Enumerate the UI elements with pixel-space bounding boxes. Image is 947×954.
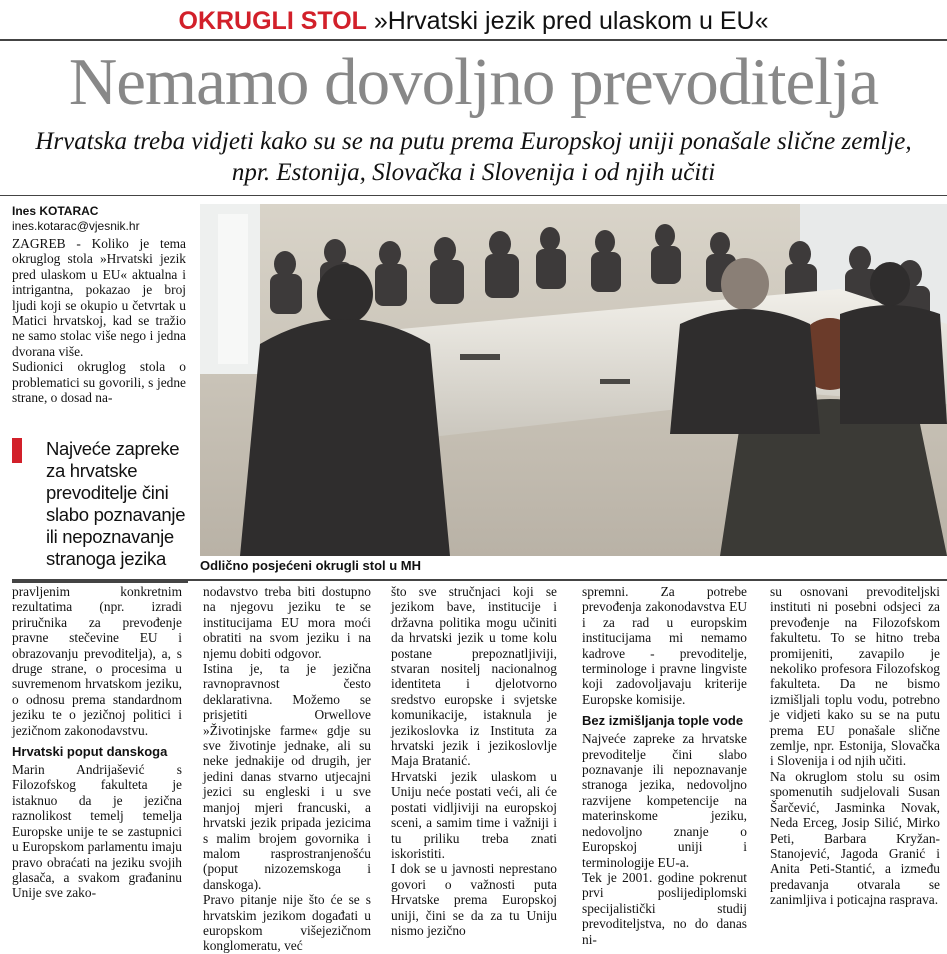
- byline: [12, 204, 140, 234]
- column-4: [582, 584, 747, 947]
- paragraph: Hrvatski jezik ulaskom u Uniju neće postati veći, ali će postati vidljiviji na europskoj sceni, a samim time i važniji i tu priliku treba znati iskoristiti.: [391, 768, 557, 861]
- paragraph: Pravo pitanje nije što će se s hrvatskim jezikom događati u europskom višejezičnom konglomeratu, već: [203, 892, 371, 954]
- topic-label: »Hrvatski jezik pred ulaskom u EU«: [373, 7, 769, 35]
- column-3: [391, 584, 557, 938]
- red-bar: [12, 438, 22, 463]
- section-label: OKRUGLI STOL: [178, 7, 367, 35]
- photo-caption: Odlično posjećeni okrugli stol u MH: [200, 558, 422, 573]
- article-photo: [200, 204, 947, 556]
- header-rule: [0, 195, 947, 196]
- subheading: Hrvatski poput danskoga: [12, 744, 168, 760]
- section-kicker: [0, 6, 947, 36]
- paragraph: I dok se u javnosti neprestano govori o važnosti puta Hrvatske prema Europskoj uniji, čini se da za tu Uniju nismo jezično: [391, 861, 557, 938]
- paragraph: Sudionici okruglog stola o problematici su govorili, s jedne strane, o dosad na-: [12, 359, 186, 406]
- paragraph: Istina je, ta je jezična ravnopravnost često deklarativna. Možemo se prisjetiti Orwellove »Životinjske farme« gdje su sve životinje jednake, ali su neke jednakije od drugih, jer jedini danas stvarno utjecajni jezici su engleski i u sve manjoj mjeri francuski, a hrvatski jezik pripada jezicima s malim brojem govornika i malom rasprostranjenošću (poput nizozemskoga i danskoga).: [203, 661, 371, 892]
- pull-quote: [12, 438, 188, 583]
- caption-rule: [12, 579, 947, 581]
- column-1-top: [12, 236, 186, 405]
- paragraph: pravljenim konkretnim rezultatima (npr. izradi priručnika za prevođenje pravne stečevine EU i obrazovanju prevoditelja), a, s druge strane, o procesima u suvremenom hrvatskom jeziku, o odnosu prema standardnom jeziku te o jezičnoj politici i jezičnom zakonodavstvu.: [12, 584, 182, 738]
- paragraph: nodavstvo treba biti dostupno na njegovu jeziku te se institucijama EU mora moći obratiti na svom jeziku i na njemu dobiti odgovor.: [203, 584, 371, 661]
- deck: Hrvatska treba vidjeti kako su se na putu prema Europskoj uniji ponašale slične zemlje, npr. Estonija, Slovačka i Slovenija i od njih učiti: [35, 128, 912, 186]
- paragraph: Marin Andrijašević s Filozofskog fakulteta je istaknuo da je jezična raznolikost temelj temelja Europske unije te se zastupnici u Europskom parlamentu imaju pravo obraćati na jeziku svojih glasača, a svakom građaninu Unije sve zako-: [12, 762, 182, 901]
- column-2: [203, 584, 371, 954]
- paragraph: što sve stručnjaci koji se jezikom bave, institucije i državna politika mogu učiniti da hrvatski jezik u tome kolu postane prepoznatljiviji, stvaran nositelj nacionalnog identiteta i djelotvorno sredstvo europske i svjetske komunikacije, istaknula je jezikoslovka iz Instituta za hrvatski jezik i jezikoslovlje Maja Bratanić.: [391, 584, 557, 769]
- paragraph: Tek je 2001. godine pokrenut prvi poslijediplomski specijalistički studij prevoditeljstva, no do danas ni-: [582, 869, 747, 947]
- top-rule: [0, 39, 947, 41]
- column-5: [770, 584, 940, 908]
- paragraph: Najveće zapreke za hrvatske prevoditelje čini slabo poznavanje ili nepoznavanje stranoga jezika, nedovoljno razvijene kompetencije na materinskome jeziku, nedovoljno znanje o Europskoj uniji i terminologije EU-a.: [582, 731, 747, 870]
- paragraph: Na okruglom stolu su osim spomenutih sudjelovali Susan Šarčević, Jasminka Novak, Neda Erceg, Josip Silić, Mirko Peti, Barbara Kryžan-Stanojević, Jagoda Granić i Anita Peti-Stantić, a između predavanja otvarala se zanimljiva i poticajna rasprava.: [770, 768, 940, 908]
- photo-illustration: [200, 204, 947, 556]
- column-1: [12, 584, 182, 901]
- paragraph: spremni. Za potrebe prevođenja zakonodavstva EU i za rad u europskim institucijama mi nemamo kadrove - prevoditelje, terminologe i pravne lingviste koji zadovoljavaju kriterije Europske komisije.: [582, 584, 747, 707]
- headline: Nemamo dovoljno prevoditelja: [68, 45, 879, 119]
- author-email[interactable]: ines.kotarac@vjesnik.hr: [12, 219, 140, 233]
- paragraph: su osnovani prevoditeljski instituti ni posebni odsjeci za prevođenje na Filozofskom fakultetu. To se hitno treba promijeniti, zavapilo je nekoliko profesora Filozofskog fakulteta. Da ne bismo izmišljali toplu vodu, potrebno je vidjeti kako su se na putu prema EU ponašale slične zemlje, npr. Estonija, Slovačka i Slovenija i od njih učiti.: [770, 584, 940, 769]
- subheading: Bez izmišljanja tople vode: [582, 713, 744, 729]
- lead-paragraph: ZAGREB - Koliko je tema okruglog stola »Hrvatski jezik pred ulaskom u EU« aktualna i intrigantna, pokazao je broj ljudi koji se okupio u četvrtak u Matici hrvatskoj, kad se tražio ne samo stolac više nego i jedna dvorana više.: [12, 236, 186, 359]
- author-name: Ines KOTARAC: [12, 204, 99, 218]
- pull-quote-text: Najveće zapreke za hrvatske prevoditelje čini slabo poznavanje ili nepoznavanje stranoga jezika: [46, 438, 186, 569]
